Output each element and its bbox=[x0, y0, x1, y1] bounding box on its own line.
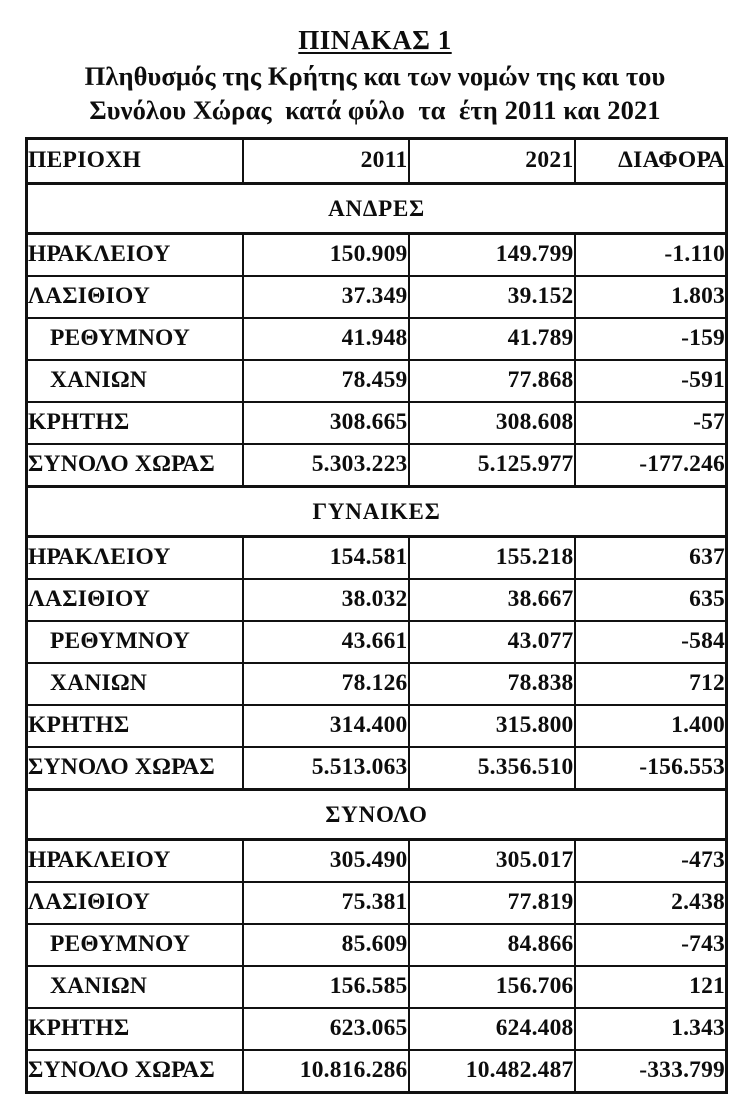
cell-region: ΛΑΣΙΘΙΟΥ bbox=[27, 882, 243, 924]
cell-diff: 1.343 bbox=[575, 1008, 727, 1050]
population-table-wrapper bbox=[25, 137, 725, 1094]
cell-y2021: 305.017 bbox=[409, 840, 575, 883]
cell-y2021: 39.152 bbox=[409, 276, 575, 318]
table-title-line-1: Πληθυσμός της Κρήτης και των νομών της και του bbox=[84, 61, 666, 92]
column-header-y2011: 2011 bbox=[243, 139, 409, 184]
cell-y2021: 624.408 bbox=[409, 1008, 575, 1050]
cell-y2011: 38.032 bbox=[243, 579, 409, 621]
table-row bbox=[27, 579, 727, 621]
cell-y2011: 75.381 bbox=[243, 882, 409, 924]
table-row bbox=[27, 537, 727, 580]
cell-diff: 2.438 bbox=[575, 882, 727, 924]
cell-diff: 1.400 bbox=[575, 705, 727, 747]
title-block bbox=[0, 0, 750, 127]
section-title: ΑΝΔΡΕΣ bbox=[27, 184, 727, 234]
cell-y2011: 85.609 bbox=[243, 924, 409, 966]
cell-y2011: 154.581 bbox=[243, 537, 409, 580]
cell-region: ΗΡΑΚΛΕΙΟΥ bbox=[27, 537, 243, 580]
section-title: ΣΥΝΟΛΟ bbox=[27, 790, 727, 840]
cell-y2021: 84.866 bbox=[409, 924, 575, 966]
cell-y2011: 156.585 bbox=[243, 966, 409, 1008]
cell-y2011: 5.513.063 bbox=[243, 747, 409, 790]
table-row bbox=[27, 882, 727, 924]
cell-region: ΗΡΑΚΛΕΙΟΥ bbox=[27, 840, 243, 883]
cell-y2011: 41.948 bbox=[243, 318, 409, 360]
cell-diff: -473 bbox=[575, 840, 727, 883]
cell-region: ΣΥΝΟΛΟ ΧΩΡΑΣ bbox=[27, 1050, 243, 1093]
cell-region: ΚΡΗΤΗΣ bbox=[27, 705, 243, 747]
cell-y2021: 308.608 bbox=[409, 402, 575, 444]
cell-y2011: 623.065 bbox=[243, 1008, 409, 1050]
cell-y2011: 5.303.223 bbox=[243, 444, 409, 487]
table-row bbox=[27, 621, 727, 663]
cell-y2011: 305.490 bbox=[243, 840, 409, 883]
cell-region: ΗΡΑΚΛΕΙΟΥ bbox=[27, 234, 243, 277]
cell-y2021: 5.356.510 bbox=[409, 747, 575, 790]
cell-y2021: 155.218 bbox=[409, 537, 575, 580]
cell-region: ΣΥΝΟΛΟ ΧΩΡΑΣ bbox=[27, 747, 243, 790]
cell-diff: -57 bbox=[575, 402, 727, 444]
population-table bbox=[25, 137, 728, 1094]
table-row bbox=[27, 318, 727, 360]
cell-region: ΛΑΣΙΘΙΟΥ bbox=[27, 579, 243, 621]
column-header-y2021: 2021 bbox=[409, 139, 575, 184]
section-header-row bbox=[27, 184, 727, 234]
table-row bbox=[27, 360, 727, 402]
cell-y2011: 308.665 bbox=[243, 402, 409, 444]
table-header-row bbox=[27, 139, 727, 184]
cell-diff: -333.799 bbox=[575, 1050, 727, 1093]
cell-region: ΚΡΗΤΗΣ bbox=[27, 1008, 243, 1050]
table-row bbox=[27, 1050, 727, 1093]
section-header-row bbox=[27, 790, 727, 840]
cell-diff: 712 bbox=[575, 663, 727, 705]
cell-y2011: 78.459 bbox=[243, 360, 409, 402]
table-row bbox=[27, 663, 727, 705]
cell-y2011: 10.816.286 bbox=[243, 1050, 409, 1093]
table-title-line-2: Συνόλου Χώρας κατά φύλο τα έτη 2011 και 2021 bbox=[89, 94, 661, 125]
cell-y2011: 37.349 bbox=[243, 276, 409, 318]
cell-y2021: 77.868 bbox=[409, 360, 575, 402]
cell-y2011: 150.909 bbox=[243, 234, 409, 277]
table-row bbox=[27, 402, 727, 444]
column-header-diff: ΔΙΑΦΟΡΑ bbox=[575, 139, 727, 184]
table-row bbox=[27, 276, 727, 318]
cell-y2021: 315.800 bbox=[409, 705, 575, 747]
section-header-row bbox=[27, 487, 727, 537]
cell-diff: -743 bbox=[575, 924, 727, 966]
table-row bbox=[27, 234, 727, 277]
table-row bbox=[27, 966, 727, 1008]
cell-region: ΧΑΝΙΩΝ bbox=[27, 966, 243, 1008]
table-row bbox=[27, 840, 727, 883]
cell-region: ΣΥΝΟΛΟ ΧΩΡΑΣ bbox=[27, 444, 243, 487]
cell-diff: -584 bbox=[575, 621, 727, 663]
cell-y2021: 43.077 bbox=[409, 621, 575, 663]
cell-diff: -177.246 bbox=[575, 444, 727, 487]
cell-y2011: 78.126 bbox=[243, 663, 409, 705]
cell-y2021: 38.667 bbox=[409, 579, 575, 621]
table-row bbox=[27, 747, 727, 790]
cell-region: ΧΑΝΙΩΝ bbox=[27, 360, 243, 402]
cell-region: ΧΑΝΙΩΝ bbox=[27, 663, 243, 705]
column-header-region: ΠΕΡΙΟΧΗ bbox=[27, 139, 243, 184]
cell-region: ΡΕΘΥΜΝΟΥ bbox=[27, 924, 243, 966]
cell-y2021: 5.125.977 bbox=[409, 444, 575, 487]
table-row bbox=[27, 705, 727, 747]
cell-diff: -591 bbox=[575, 360, 727, 402]
cell-diff: 1.803 bbox=[575, 276, 727, 318]
cell-y2011: 314.400 bbox=[243, 705, 409, 747]
cell-region: ΚΡΗΤΗΣ bbox=[27, 402, 243, 444]
cell-region: ΛΑΣΙΘΙΟΥ bbox=[27, 276, 243, 318]
cell-region: ΡΕΘΥΜΝΟΥ bbox=[27, 318, 243, 360]
table-row bbox=[27, 1008, 727, 1050]
cell-y2021: 41.789 bbox=[409, 318, 575, 360]
section-title: ΓΥΝΑΙΚΕΣ bbox=[27, 487, 727, 537]
cell-diff: -1.110 bbox=[575, 234, 727, 277]
cell-diff: -159 bbox=[575, 318, 727, 360]
cell-diff: -156.553 bbox=[575, 747, 727, 790]
table-row bbox=[27, 924, 727, 966]
cell-diff: 637 bbox=[575, 537, 727, 580]
cell-diff: 635 bbox=[575, 579, 727, 621]
table-row bbox=[27, 444, 727, 487]
cell-y2021: 77.819 bbox=[409, 882, 575, 924]
cell-y2021: 156.706 bbox=[409, 966, 575, 1008]
cell-region: ΡΕΘΥΜΝΟΥ bbox=[27, 621, 243, 663]
cell-y2021: 10.482.487 bbox=[409, 1050, 575, 1093]
table-number-heading: ΠΙΝΑΚΑΣ 1 bbox=[298, 25, 452, 55]
cell-y2021: 78.838 bbox=[409, 663, 575, 705]
cell-y2011: 43.661 bbox=[243, 621, 409, 663]
cell-diff: 121 bbox=[575, 966, 727, 1008]
cell-y2021: 149.799 bbox=[409, 234, 575, 277]
